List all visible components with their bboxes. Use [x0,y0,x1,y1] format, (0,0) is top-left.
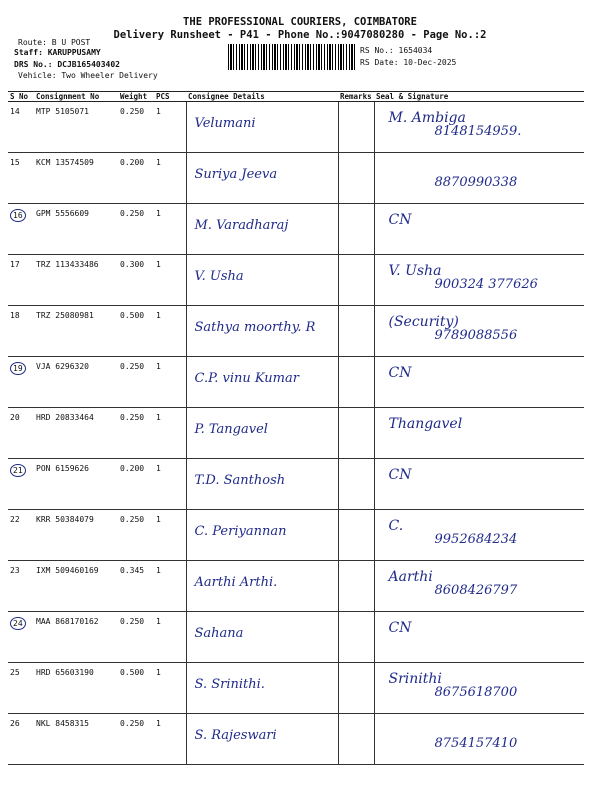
consignment-number: GPM 5556609 [36,209,89,218]
runsheet-table [8,91,584,765]
signature: CN [388,620,412,636]
consignee-name: Velumani [194,116,256,131]
cell-sno [8,663,34,714]
serial-number: 26 [10,719,20,728]
cell-remarks [338,714,374,765]
cell-consignee [186,153,338,204]
signature: V. Usha [388,263,442,279]
cell-remarks [338,255,374,306]
cell-seal [374,255,584,306]
weight-value: 0.500 [120,311,145,320]
table-row [8,306,584,357]
weight-value: 0.250 [120,107,145,116]
col-pcs: PCS [154,92,186,102]
consignee-name: S. Rajeswari [194,728,277,743]
cell-consignment [34,561,118,612]
weight-value: 0.250 [120,719,145,728]
serial-number: 14 [10,107,20,116]
consignment-number: HRD 65603190 [36,668,94,677]
cell-seal [374,612,584,663]
cell-sno [8,408,34,459]
signature-phone: 900324 377626 [434,277,538,292]
serial-number: 20 [10,413,20,422]
cell-pcs [154,153,186,204]
consignee-name: T.D. Santhosh [194,473,286,488]
cell-weight [118,714,154,765]
cell-pcs [154,357,186,408]
cell-sno [8,612,34,663]
consignee-name: Aarthi Arthi. [194,575,278,590]
cell-seal [374,153,584,204]
table-row [8,612,584,663]
cell-consignment [34,357,118,408]
signature-phone: 8675618700 [434,685,518,700]
cell-weight [118,153,154,204]
consignment-number: MAA 868170162 [36,617,99,626]
cell-pcs [154,459,186,510]
col-seal: Seal & Signature [374,92,584,102]
cell-consignment [34,714,118,765]
staff: Staff: KARUPPUSAMY [14,48,101,57]
table-row [8,357,584,408]
cell-pcs [154,663,186,714]
cell-sno [8,459,34,510]
cell-weight [118,510,154,561]
pcs-value: 1 [156,617,161,626]
cell-sno [8,255,34,306]
pcs-value: 1 [156,566,161,575]
signature: CN [388,212,412,228]
cell-weight [118,561,154,612]
cell-remarks [338,102,374,153]
cell-sno [8,153,34,204]
cell-remarks [338,204,374,255]
pcs-value: 1 [156,464,161,473]
route: Route: B U POST [18,38,91,47]
table-row [8,510,584,561]
signature: (Security) [388,314,459,330]
signature: CN [388,365,412,381]
cell-seal [374,408,584,459]
weight-value: 0.250 [120,617,145,626]
pcs-value: 1 [156,362,161,371]
cell-pcs [154,306,186,357]
col-sno: S No [8,92,34,102]
weight-value: 0.300 [120,260,145,269]
cell-weight [118,459,154,510]
table-row [8,102,584,153]
consignee-name: Sahana [194,626,244,641]
cell-seal [374,204,584,255]
cell-consignment [34,255,118,306]
consignment-number: PON 6159626 [36,464,89,473]
cell-remarks [338,663,374,714]
pcs-value: 1 [156,311,161,320]
cell-pcs [154,102,186,153]
runsheet-line: Delivery Runsheet - P41 - Phone No.:9047080280 - Page No.:2 [113,29,487,41]
table-row [8,408,584,459]
cell-seal [374,102,584,153]
signature: Thangavel [388,416,463,432]
cell-pcs [154,510,186,561]
signature: CN [388,467,412,483]
serial-number: 21 [10,464,26,477]
cell-sno [8,561,34,612]
weight-value: 0.250 [120,362,145,371]
cell-consignee [186,255,338,306]
signature-phone: 8608426797 [434,583,518,598]
consignment-number: KCM 13574509 [36,158,94,167]
serial-number: 16 [10,209,26,222]
cell-pcs [154,204,186,255]
cell-consignment [34,459,118,510]
cell-weight [118,255,154,306]
cell-sno [8,714,34,765]
cell-consignment [34,612,118,663]
pcs-value: 1 [156,515,161,524]
rs-number: RS No.: 1654034 [360,46,433,55]
consignment-number: MTP 5105071 [36,107,89,116]
vehicle: Vehicle: Two Wheeler Delivery [18,71,158,80]
serial-number: 22 [10,515,20,524]
cell-consignee [186,459,338,510]
consignee-name: M. Varadharaj [194,218,289,233]
consignee-name: C. Periyannan [194,524,287,539]
cell-consignee [186,357,338,408]
signature: Srinithi [388,671,442,687]
cell-weight [118,102,154,153]
serial-number: 25 [10,668,20,677]
signature: Aarthi [388,569,433,585]
cell-consignee [186,510,338,561]
serial-number: 23 [10,566,20,575]
cell-weight [118,357,154,408]
cell-remarks [338,510,374,561]
cell-seal [374,561,584,612]
consignment-number: NKL 8458315 [36,719,89,728]
drs-number: DRS No.: DCJB165403402 [14,60,120,69]
serial-number: 19 [10,362,26,375]
weight-value: 0.250 [120,209,145,218]
company-title: THE PROFESSIONAL COURIERS, COIMBATORE [183,16,417,28]
cell-remarks [338,561,374,612]
consignment-number: TRZ 25080981 [36,311,94,320]
cell-consignment [34,663,118,714]
serial-number: 18 [10,311,20,320]
cell-consignee [186,408,338,459]
signature-phone: 9952684234 [434,532,518,547]
consignee-name: S. Srinithi. [194,677,265,692]
table-row [8,663,584,714]
serial-number: 15 [10,158,20,167]
cell-consignee [186,612,338,663]
signature-phone: 9789088556 [434,328,518,343]
table-row [8,561,584,612]
consignment-number: IXM 509460169 [36,566,99,575]
cell-remarks [338,357,374,408]
cell-sno [8,204,34,255]
pcs-value: 1 [156,209,161,218]
table-header-row [8,92,584,102]
weight-value: 0.345 [120,566,145,575]
consignment-number: HRD 20833464 [36,413,94,422]
signature: C. [388,518,404,534]
consignment-number: VJA 6296320 [36,362,89,371]
consignee-name: V. Usha [194,269,244,284]
cell-seal [374,306,584,357]
col-remarks: Remarks [338,92,374,102]
cell-consignment [34,204,118,255]
pcs-value: 1 [156,413,161,422]
col-weight: Weight [118,92,154,102]
consignee-name: Suriya Jeeva [194,167,278,182]
weight-value: 0.500 [120,668,145,677]
cell-seal [374,714,584,765]
table-row [8,714,584,765]
cell-pcs [154,255,186,306]
barcode [228,44,356,70]
consignee-name: Sathya moorthy. R [194,320,316,335]
cell-remarks [338,459,374,510]
cell-consignee [186,663,338,714]
col-consignee: Consignee Details [186,92,338,102]
col-consignment: Consignment No [34,92,118,102]
cell-consignee [186,714,338,765]
cell-consignment [34,306,118,357]
cell-weight [118,612,154,663]
cell-weight [118,204,154,255]
cell-consignment [34,102,118,153]
cell-consignment [34,408,118,459]
cell-consignment [34,510,118,561]
cell-remarks [338,153,374,204]
serial-number: 17 [10,260,20,269]
cell-remarks [338,306,374,357]
signature-phone: 8148154959. [434,124,522,139]
consignee-name: P. Tangavel [194,422,268,437]
cell-pcs [154,612,186,663]
signature-phone: 8754157410 [434,736,518,751]
cell-consignee [186,306,338,357]
consignee-name: C.P. vinu Kumar [194,371,299,386]
cell-consignment [34,153,118,204]
cell-sno [8,306,34,357]
cell-seal [374,510,584,561]
table-row [8,204,584,255]
table-row [8,153,584,204]
consignment-number: TRZ 113433486 [36,260,99,269]
cell-seal [374,663,584,714]
cell-consignee [186,561,338,612]
pcs-value: 1 [156,260,161,269]
cell-seal [374,459,584,510]
cell-pcs [154,408,186,459]
weight-value: 0.250 [120,515,145,524]
pcs-value: 1 [156,668,161,677]
cell-remarks [338,408,374,459]
pcs-value: 1 [156,719,161,728]
cell-consignee [186,204,338,255]
cell-weight [118,408,154,459]
cell-sno [8,357,34,408]
cell-sno [8,510,34,561]
consignment-number: KRR 50384079 [36,515,94,524]
signature: M. Ambiga [388,110,466,126]
cell-pcs [154,561,186,612]
rs-date: RS Date: 10-Dec-2025 [360,58,457,67]
table-row [8,255,584,306]
cell-weight [118,306,154,357]
cell-remarks [338,612,374,663]
cell-weight [118,663,154,714]
serial-number: 24 [10,617,26,630]
table-row [8,459,584,510]
cell-pcs [154,714,186,765]
weight-value: 0.250 [120,413,145,422]
weight-value: 0.200 [120,158,145,167]
cell-sno [8,102,34,153]
pcs-value: 1 [156,107,161,116]
weight-value: 0.200 [120,464,145,473]
cell-consignee [186,102,338,153]
signature-phone: 8870990338 [434,175,518,190]
pcs-value: 1 [156,158,161,167]
cell-seal [374,357,584,408]
